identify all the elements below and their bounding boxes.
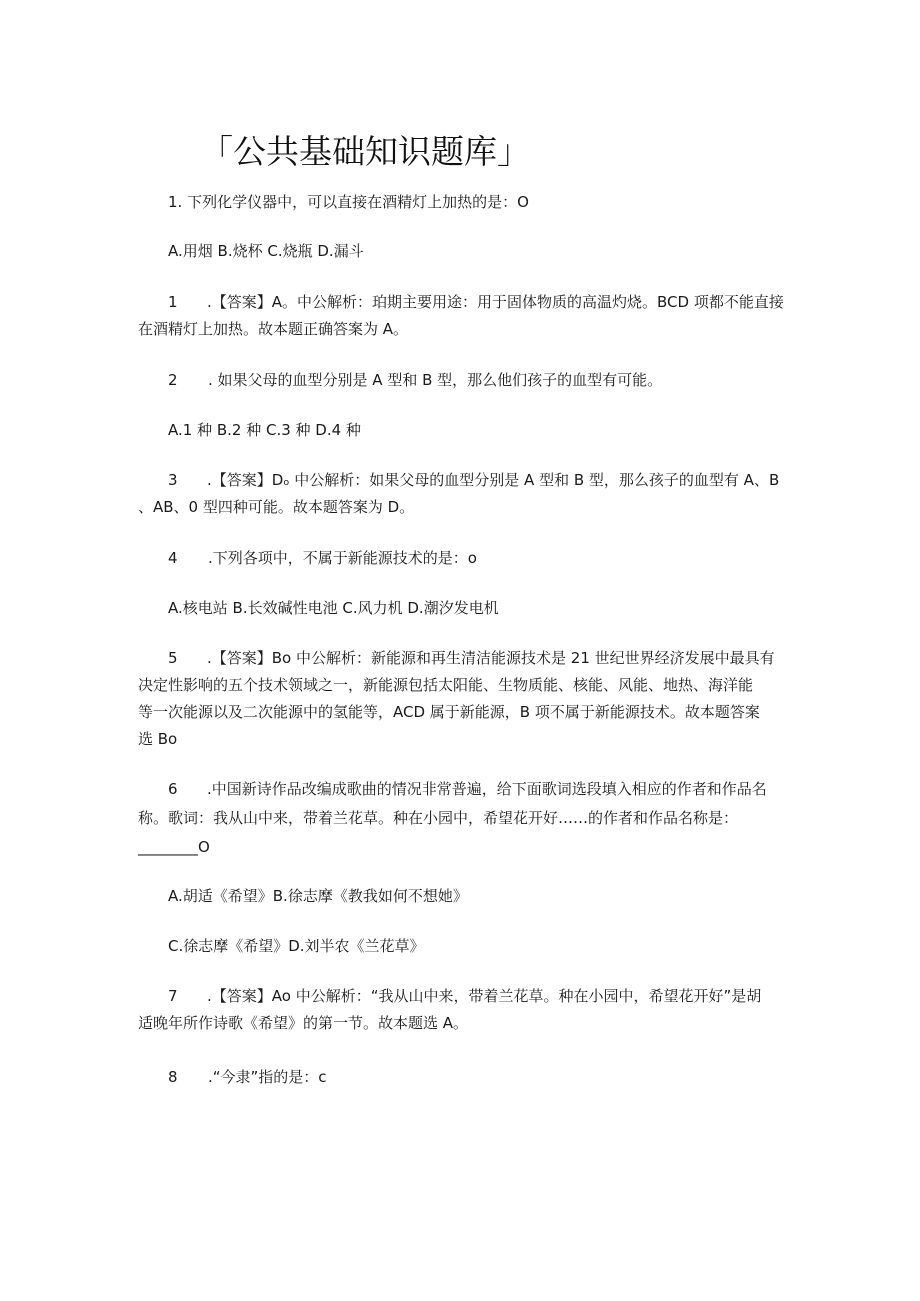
answer-3-number: 5: [168, 649, 178, 667]
question-4-number: 6: [168, 780, 178, 798]
answer-2-line-2: 、AB、0 型四种可能。故本题答案为 D。: [138, 498, 415, 516]
question-2-number: 2: [168, 371, 178, 389]
question-2-options: A.1 种 B.2 种 C.3 种 D.4 种: [168, 421, 361, 439]
answer-4-line-2: 适晚年所作诗歌《希望》的第一节。故本题选 A。: [138, 1014, 469, 1032]
question-1: 1. 下列化学仪器中，可以直接在酒精灯上加热的是：O: [168, 193, 529, 211]
answer-1-text: .【答案】A。中公解析：珀期主要用途：用于固体物质的高温灼烧。BCD 项都不能直接: [207, 293, 784, 311]
question-4-line-2: 称。歌词：我从山中来，带着兰花草。种在小园中，希望花开好……的作者和作品名称是：: [138, 809, 739, 827]
answer-2-number: 3: [168, 471, 178, 489]
page-title: 「公共基础知识题库」: [200, 132, 530, 171]
answer-3-line-1: [168, 645, 818, 672]
question-5: [168, 1064, 818, 1091]
answer-2-line-1: [168, 467, 818, 494]
question-5-text: .“今隶”指的是：c: [208, 1068, 327, 1086]
answer-3-text: .【答案】Bo 中公解析：新能源和再生清洁能源技术是 21 世纪世界经济发展中最具有: [207, 649, 775, 667]
question-4-options-1: A.胡适《希望》B.徐志摩《教我如何不想她》: [168, 887, 468, 905]
question-4-line-1: [168, 776, 818, 803]
question-3-options: A.核电站 B.长效碱性电池 C.风力机 D.潮汐发电机: [168, 599, 499, 617]
question-2-text: . 如果父母的血型分别是 A 型和 B 型，那么他们孩子的血型有可能。: [208, 371, 663, 389]
answer-3-line-3: 等一次能源以及二次能源中的氢能等，ACD 属于新能源，B 项不属于新能源技术。故本题答案: [138, 703, 760, 721]
answer-3-line-4: 选 Bo: [138, 730, 178, 748]
question-4-line-3: ________O: [138, 838, 210, 856]
question-4-text: .中国新诗作品改编成歌曲的情况非常普遍，给下面歌词选段填入相应的作者和作品名: [207, 780, 767, 798]
answer-4-number: 7: [168, 987, 178, 1005]
question-3: [168, 545, 818, 572]
question-5-number: 8: [168, 1068, 178, 1086]
answer-1-line-1: [168, 289, 818, 316]
answer-4-line-1: [168, 983, 818, 1010]
answer-2-text: .【答案】Dₒ 中公解析：如果父母的血型分别是 A 型和 B 型，那么孩子的血型有 A、B: [207, 471, 780, 489]
question-3-text: .下列各项中，不属于新能源技术的是：o: [208, 549, 477, 567]
question-1-options: A.用烟 B.烧杯 C.烧瓶 D.漏斗: [168, 242, 364, 260]
question-4-options-2: C.徐志摩《希望》D.刘半农《兰花草》: [168, 937, 425, 955]
question-2: [168, 367, 818, 394]
answer-1-number: 1: [168, 293, 178, 311]
answer-4-text: .【答案】Ao 中公解析：“我从山中来，带着兰花草。种在小园中，希望花开好”是胡: [207, 987, 762, 1005]
question-3-number: 4: [168, 549, 178, 567]
answer-1-line-2: 在酒精灯上加热。故本题正确答案为 A。: [138, 320, 409, 338]
answer-3-line-2: 决定性影响的五个技术领域之一，新能源包括太阳能、生物质能、核能、风能、地热、海洋能: [138, 676, 754, 694]
